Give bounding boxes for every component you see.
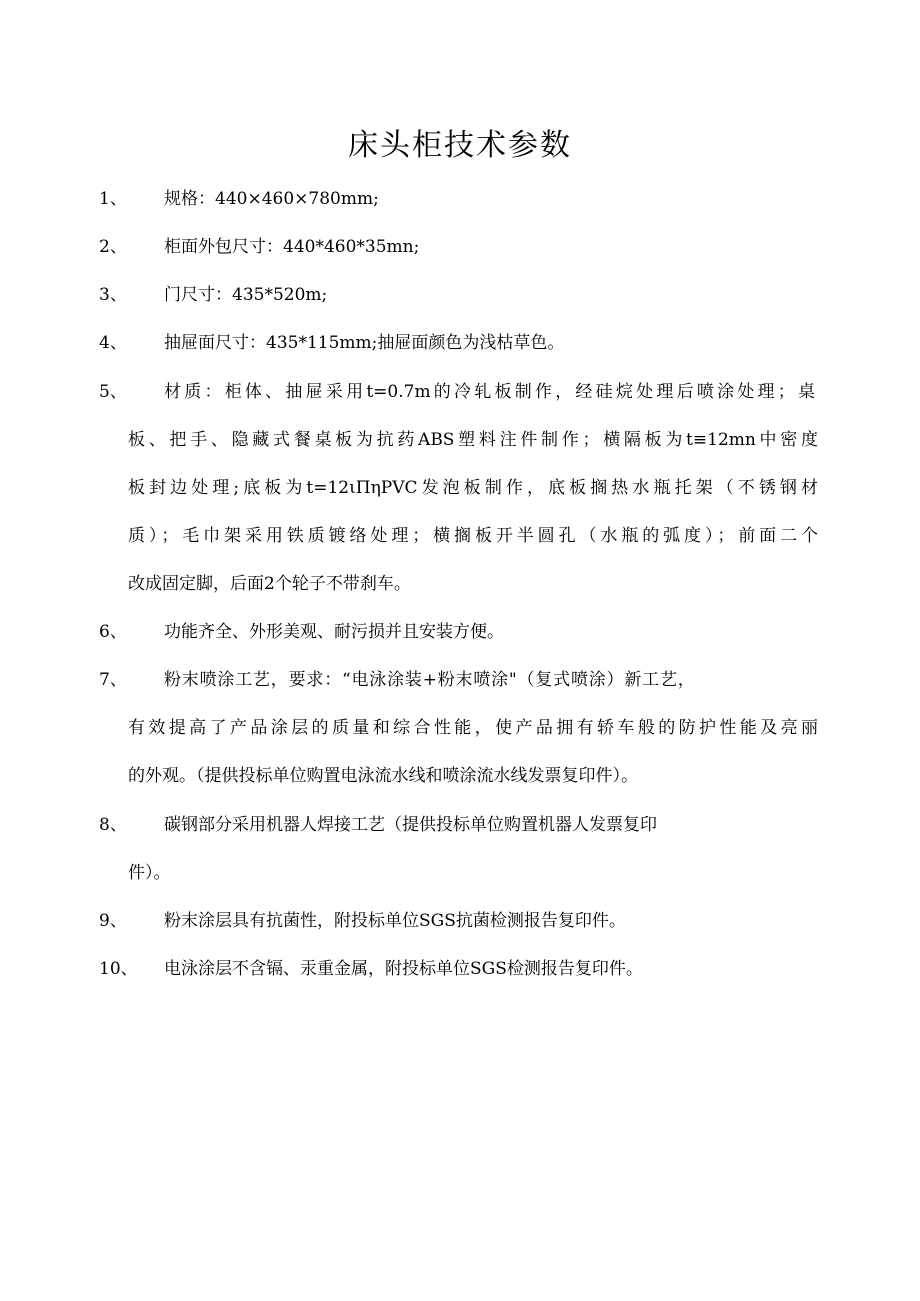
item-9-number: 9、 — [99, 911, 127, 931]
item-1-number: 1、 — [99, 189, 127, 209]
item-4-text: 抽屉面尺寸：435*115mm;抽屉面颜色为浅枯草色。 — [164, 333, 565, 353]
item-6-number: 6、 — [99, 622, 127, 642]
item-5-line-2: 板、把手、隐藏式餐桌板为抗药ABS塑料注件制作；横隔板为t≡12mn中密度 — [128, 430, 818, 450]
item-2-text: 柜面外包尺寸：440*460*35mn; — [164, 237, 420, 257]
item-1-text: 规格：440×460×780mm; — [164, 189, 379, 209]
item-5-line-5: 改成固定脚，后面2个轮子不带刹车。 — [128, 574, 411, 594]
item-3-number: 3、 — [99, 285, 127, 305]
item-7-line-3: 的外观。（提供投标单位购置电泳流水线和喷涂流水线发票复印件）。 — [128, 766, 638, 786]
item-4-number: 4、 — [99, 333, 127, 353]
item-7-number: 7、 — [99, 670, 127, 690]
item-8-line-2: 件）。 — [128, 863, 171, 883]
item-5-number: 5、 — [99, 382, 127, 402]
item-5-line-4: 质）；毛巾架采用铁质镀络处理；横搁板开半圆孔（水瓶的弧度）；前面二个 — [128, 526, 818, 546]
item-7-line-2: 有效提高了产品涂层的质量和综合性能，使产品拥有轿车般的防护性能及亮丽 — [128, 718, 818, 738]
item-3-text: 门尺寸：435*520m; — [164, 285, 328, 305]
item-6-text: 功能齐全、外形美观、耐污损并且安装方便。 — [164, 622, 504, 642]
item-10-text: 电泳涂层不含镉、汞重金属，附投标单位SGS检测报告复印件。 — [164, 959, 643, 979]
item-9-text: 粉末涂层具有抗菌性，附投标单位SGS抗菌检测报告复印件。 — [164, 911, 626, 931]
item-7-line-1: 粉末喷涂工艺，要求：“电泳涂装+粉末喷涂"（复式喷涂）新工艺， — [164, 670, 696, 690]
item-5-line-3: 板封边处理;底板为t=12ιΠηPVC发泡板制作，底板搁热水瓶托架（不锈钢材 — [128, 478, 818, 498]
document-title: 床头柜技术参数 — [348, 128, 572, 163]
item-5-line-1: 材质：柜体、抽屉采用t=0.7m的冷轧板制作，经硅烷处理后喷涂处理；桌 — [164, 382, 815, 402]
item-2-number: 2、 — [99, 237, 127, 257]
item-8-line-1: 碳钢部分采用机器人焊接工艺（提供投标单位购置机器人发票复印 — [164, 815, 657, 835]
item-8-number: 8、 — [99, 815, 127, 835]
item-10-number: 10、 — [99, 959, 138, 979]
